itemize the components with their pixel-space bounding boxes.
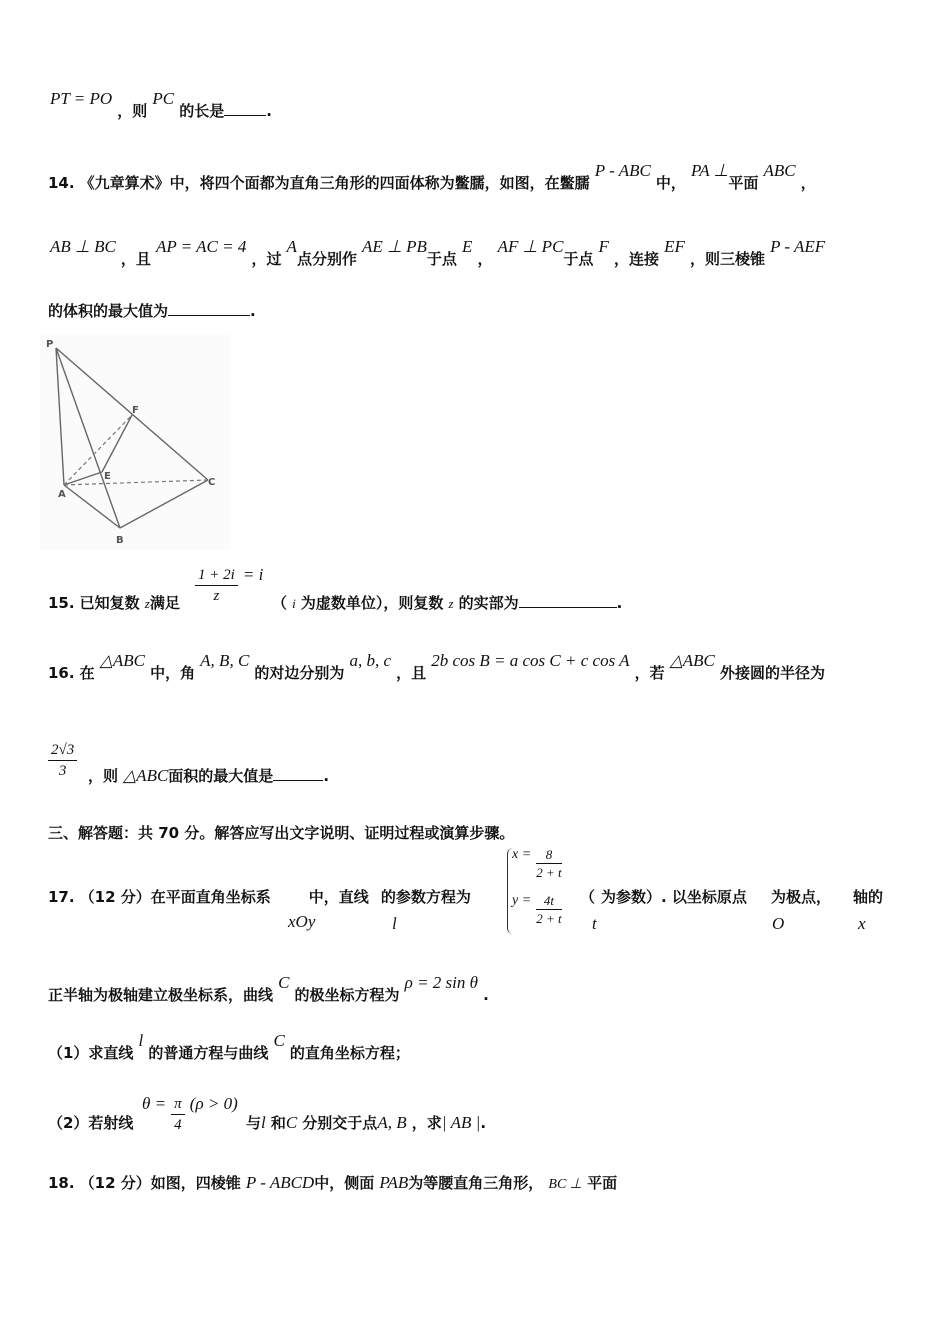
q16-line-2: ，则 △ABC面积的最大值是 . <box>88 766 330 785</box>
label-B: B <box>116 535 124 546</box>
q14-line-2: AB ⊥ BC ，且 AP = AC = 4 ，过 A点分别作 AE ⊥ PB于点 E ， AF ⊥ PC于点 F ，连接 EF ，则三棱锥 P - AEF <box>50 237 826 268</box>
label-A: A <box>58 489 66 500</box>
q14-line-1: 14. 《九章算术》中，将四个面都为直角三角形的四面体称为鳖臑，如图，在鳖臑 P - ABC 中， PA ⊥平面 ABC ， <box>48 161 816 192</box>
label-P: P <box>46 339 54 350</box>
question-number: 15. <box>48 594 75 612</box>
label-E: E <box>104 471 111 482</box>
param-eq-x: x = $\frac{8}{2 + t}$ <box>512 847 562 880</box>
q15-line-b: （ i 为虚数单位），则复数 z 的实部为 . <box>272 594 623 612</box>
param-eq-y: y = $\frac{4t}{2 + t}$ <box>512 893 562 926</box>
q17-line-2: 正半轴为极轴建立极坐标系，曲线 C 的极坐标方程为 ρ = 2 sin θ . <box>48 973 489 1004</box>
question-number: 17. <box>48 888 75 906</box>
label-C: C <box>208 477 216 488</box>
q16-radius-fraction: $\frac{2√3}{3}$ <box>48 740 77 781</box>
q17-line-1b: （ 为参数）. 以坐标原点 为极点， 轴的 <box>580 888 883 906</box>
math: PT = PO <box>50 89 113 108</box>
question-number: 14. <box>48 174 75 192</box>
q17-part-2: （2）若射线 <box>48 1114 134 1132</box>
math: PC <box>152 89 175 108</box>
section-title: 三、解答题：共 70 分。解答应写出文字说明、证明过程或演算步骤。 <box>48 824 515 842</box>
answer-blank <box>168 301 250 316</box>
q15-line: 15. 已知复数 z满足 <box>48 594 180 612</box>
q17-part-2b: 与l 和C 分别交于点A, B ，求| AB |. <box>246 1113 487 1132</box>
answer-blank <box>519 593 617 608</box>
q16-line-1: 16. 在 △ABC 中，角 A, B, C 的对边分别为 a, b, c ，且 2b cos B = a cos C + c cos A ，若 △ABC 外接圆的半径为 <box>48 651 826 682</box>
q18-line: 18. （12 分）如图，四棱锥 P - ABCD中，侧面 PAB为等腰直角三角形， BC ⊥ 平面 <box>48 1173 618 1192</box>
label-F: F <box>132 405 139 416</box>
answer-blank <box>273 766 323 781</box>
q17-line-1: 17. （12 分）在平面直角坐标系 中，直线 的参数方程为 <box>48 888 471 906</box>
answer-blank <box>224 101 266 116</box>
q13-line: PT = PO ，则 PC 的长是 . <box>50 89 272 120</box>
figure-background <box>40 335 230 550</box>
q17-ray-eq: θ = $\frac{\pi}{4}$ (ρ > 0) <box>142 1094 238 1133</box>
q15-fraction: $\frac{1 + 2i}{z}$ = i <box>195 565 263 606</box>
question-number: 16. <box>48 664 75 682</box>
q17-part-1: （1）求直线 l 的普通方程与曲线 C 的直角坐标方程； <box>48 1031 410 1062</box>
q14-line-3: 的体积的最大值为 . <box>48 302 256 320</box>
tetrahedron-figure <box>40 335 230 550</box>
question-number: 18. <box>48 1174 75 1192</box>
